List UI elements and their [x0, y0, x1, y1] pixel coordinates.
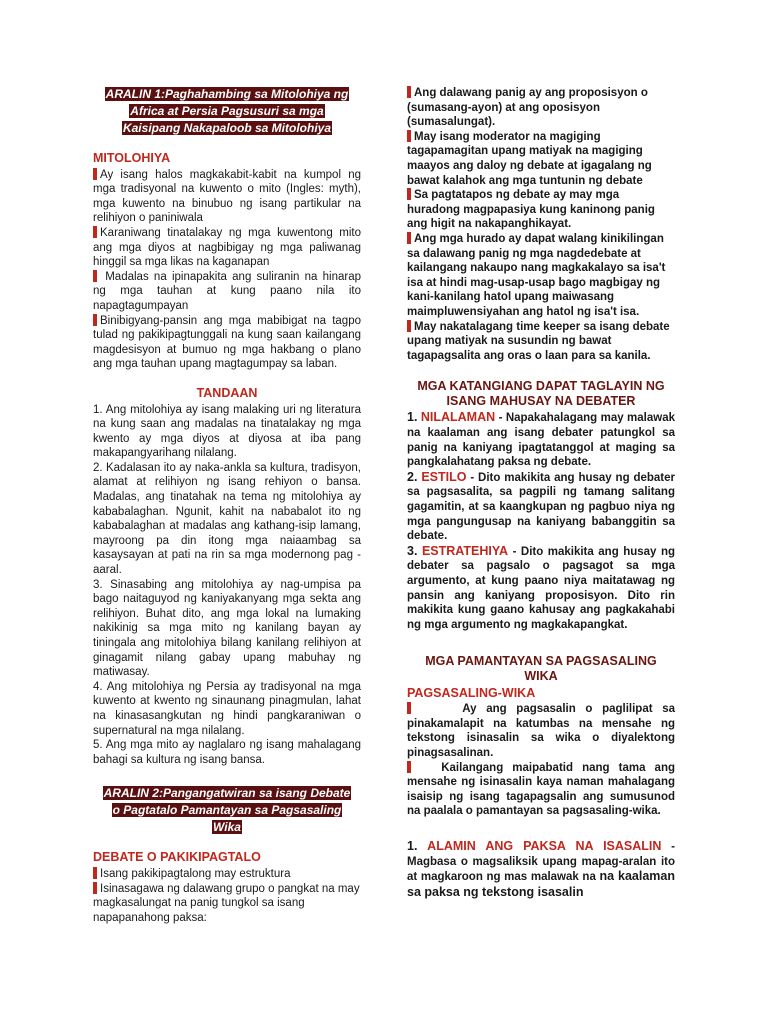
bullet-bar-icon [407, 86, 411, 98]
list-item: May nakatalagang time keeper sa isang debate upang matiyak na susundin ng bawat tagapagsalita ang oras o laan para sa kanila. [407, 320, 670, 362]
bullet-bar-icon [407, 130, 411, 142]
pagsasaling-heading: PAGSASALING-WIKA [407, 685, 536, 700]
list-item: Ay isang halos magkakabit-kabit na kumpol ng mga tradisyonal na kuwento o mito (Ingles: myth), mga kuwento na binubuo ng isang partikular na relihiyon o paniniwala [93, 168, 361, 225]
list-item: Ang dalawang panig ay ang proposisyon o (sumasang-ayon) at ang oposisyon (sumasalungat). [407, 87, 648, 129]
list-item: 4. Ang mitolohiya ng Persia ay tradisyonal na mga kuwento at kwento ng sinaunang pinagmulan, lahat na kinasasangkutan ng hindi pangkaraniwan o supernatural na mga nilalang. [93, 680, 361, 737]
bullet-bar-icon [93, 226, 97, 238]
list-item: Madalas na ipinapakita ang suliranin na hinarap ng mga tauhan at kung paano nila ito napagtagumpayan [93, 270, 361, 312]
tandaan-heading: TANDAAN [196, 385, 258, 400]
list-item: Binibigyang-pansin ang mga mabibigat na tagpo tulad ng pakikipagtunggali na kung saan kailangang magdesisyon at bumuo ng mga hakbang o plano ang mga tauhan upang magtagumpay sa laban. [93, 314, 361, 371]
list-item: 1. NILALAMAN - Napakahalagang may malawak na kaalaman ang isang debater patungkol sa panig na kaniyang ipagtatanggol at maging sa pangkalahatang paksa ng debate. [407, 410, 675, 469]
bullet-bar-icon [93, 168, 97, 180]
bullet-bar-icon [407, 761, 411, 773]
bullet-bar-icon [93, 882, 97, 894]
list-item: Kailangang maipabatid nang tama ang mensahe ng isinasalin kaya naman mahalagang isaisip ng isang tagapagsalin ang sumusunod na paalala o pamantayan sa pagsasaling-wika. [407, 761, 675, 818]
aralin1-title-line: Africa at Persia Pagsusuri sa mga [130, 104, 324, 118]
right-column [407, 86, 675, 900]
list-item: Ay ang pagsasalin o paglilipat sa pinakamalapit na katumbas na mensahe ng tekstong isinasalin sa wika o diyalektong pinagsasalinan. [407, 703, 675, 759]
list-item: 2. Kadalasan ito ay naka-ankla sa kultura, tradisyon, alamat at relihiyon ng isang rehiyon o bansa. Madalas, ang tinatahak na tema ng mitolohiya ay kababalaghan. Ngunit, kahit na nababalot ito ng kababalaghan at madalas ang kathang-isip lamang, mayroong pa din itong mga naiaambag sa kasaysayan at pati na rin sa mga modernong pag -aaral. [93, 461, 361, 577]
aralin1-title-line: Kaisipang Nakapaloob sa Mitolohiya [122, 121, 332, 135]
aralin2-title-line: o Pagtatalo Pamantayan sa Pagsasaling [112, 803, 342, 818]
list-item: 3. Sinasabing ang mitolohiya ay nag-umpisa pa bago naitaguyod ng kaniyakanyang mga sekta ang relihiyon. Buhat dito, ang mga lokal na lumaking nakikinig sa mga mito ng kanilang bayan ay tiningala ang mitolohiya bilang kanilang relihiyon at ginagamit nilang gabay upang mabuhay ng matiwasay. [93, 578, 361, 679]
list-item: Isang pakikipagtalong may estruktura [93, 867, 361, 882]
list-item: 2. ESTILO - Dito makikita ang husay ng debater sa pagsasalita, sa pagpili ng tamang salitang gagamitin, at sa kaangkupan ng pagbuo niya ng mga pangungusap na kaniyang babanggitin sa debate. [407, 469, 675, 543]
alamin-item: 1. ALAMIN ANG PAKSA NA ISASALIN - Magbasa o magsaliksik upang mapag-aralan ito at magkaroon ng mas malawak na na kaalaman sa paksa ng tekstong isasalin [407, 838, 675, 899]
bullet-bar-icon [407, 188, 411, 200]
list-item: Karaniwang tinatalakay ng mga kuwentong mito ang mga diyos at nagbibigay ng mga paliwanag hinggil sa mga likas na kaganapan [93, 226, 361, 269]
bullet-bar-icon [407, 232, 411, 244]
list-item: Isinasagawa ng dalawang grupo o pangkat na may magkasalungat na panig tungkol sa isang napapanahong paksa: [93, 882, 360, 924]
pamantayan-heading: MGA PAMANTAYAN SA PAGSASALING WIKA [425, 654, 657, 683]
bullet-bar-icon [407, 320, 411, 332]
aralin2-title-line: ARALIN 2:Pangangatwiran sa isang Debate [103, 786, 351, 801]
katangian-heading: MGA KATANGIANG DAPAT TAGLAYIN NG ISANG MAHUSAY NA DEBATER [417, 379, 665, 408]
aralin1-title [93, 86, 361, 137]
list-item: 3. ESTRATEHIYA - Dito makikita ang husay ng debater sa pagsalo o pagsagot sa mga argumento, at kung paano niya maitatawag ng pansin ang kaniyang proposisyon. Dito rin makikita kung gaano kahusay ang pagkakahabi ng mga argumento ng magkakapangkat. [407, 543, 675, 631]
aralin1-title-line: ARALIN 1:Paghahambing sa Mitolohiya ng [105, 87, 349, 101]
list-item: May isang moderator na magiging tagapamagitan upang matiyak na magiging maayos ang daloy ng debate at igagalang ng bawat kalahok ang mga tuntunin ng debate [407, 130, 652, 187]
list-item: 5. Ang mga mito ay naglalaro ng isang mahalagang bahagi sa kultura ng isang bansa. [93, 739, 361, 766]
bullet-bar-icon [93, 867, 97, 879]
left-column [93, 86, 361, 925]
bullet-bar-icon [93, 270, 97, 282]
mitolohiya-heading: MITOLOHIYA [93, 151, 171, 165]
list-item: 1. Ang mitolohiya ay isang malaking uri ng literatura na kung saan ang madalas na tinatalakay ng mga kwento ay mga diyos at diyosa at iba pang makapangyarihang nilalang. [93, 403, 361, 460]
aralin2-title-line: Wika [213, 820, 241, 835]
debate-heading: DEBATE O PAKIKIPAGTALO [93, 850, 261, 865]
bullet-bar-icon [407, 702, 411, 714]
list-item: Ang mga hurado ay dapat walang kinikilingan sa dalawang panig ng mga nagdedebate at kailangang nakaupo nang magkakalayo sa isa't isa at hindi mag-usap-usap bago magbigay ng kani-kanilang hatol upang maiwasang maimpluwensiyahan ang hatol ng isa't isa. [407, 232, 666, 318]
aralin2-title [93, 785, 361, 836]
bullet-bar-icon [93, 314, 97, 326]
list-item: Sa pagtatapos ng debate ay may mga huradong magpapasiya kung kaninong panig ang higit na nakapanghikayat. [407, 189, 655, 231]
